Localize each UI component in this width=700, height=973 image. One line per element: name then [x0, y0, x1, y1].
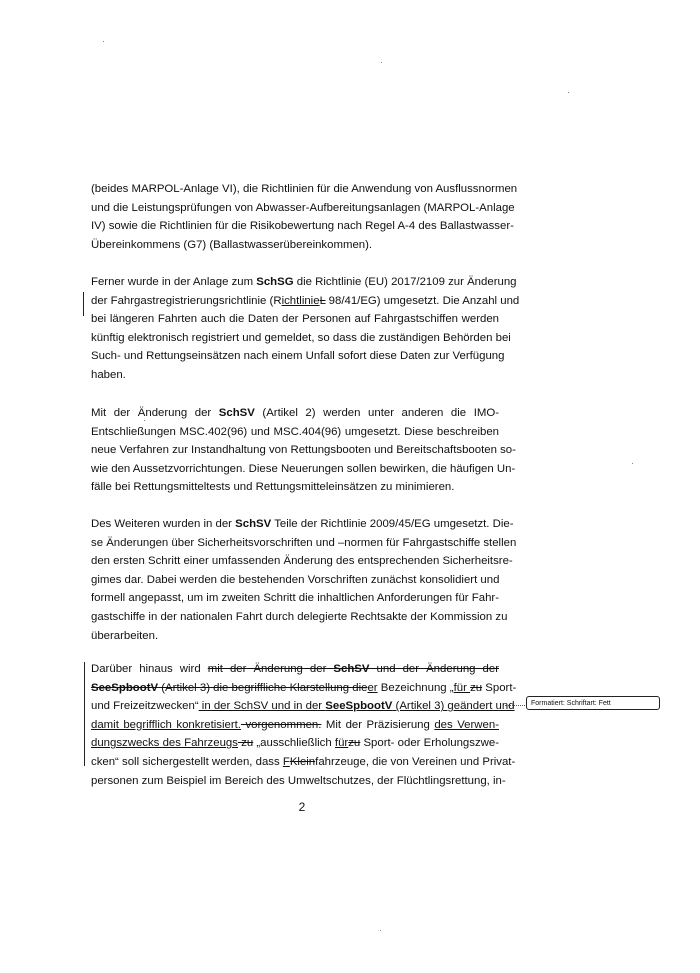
text-run: Teile der Richtlinie 2009/45/EG umgesetzt. Die- [271, 518, 514, 530]
text-line: fälle bei Rettungsmitteltests und Rettungsmitteleinsätzen zu minimieren. [91, 481, 455, 494]
text-line: Übereinkommens (G7) (Ballastwasserübereinkommen). [91, 238, 373, 251]
text-line: (beides MARPOL-Anlage VI), die Richtlinien für die Anwendung von Ausflussnormen [91, 183, 518, 195]
scan-speck [103, 41, 104, 42]
deleted-text: Klein [289, 755, 316, 768]
deleted-text: zu [348, 737, 361, 750]
text-run: und Freizeitzwecken“ [91, 700, 199, 713]
inserted-text: für [334, 737, 349, 750]
text-line: und die Leistungsprüfungen von Abwasser-Aufbereitungsanlagen (MARPOL-Anlage [91, 201, 515, 214]
text-run: soll sichergestellt werden, dass [118, 755, 283, 768]
deleted-text: zu [237, 737, 254, 750]
scan-speck [568, 92, 569, 93]
inserted-text: des Verwen- [434, 718, 499, 731]
text-run: Ferner wurde in der Anlage zum [91, 276, 257, 288]
text-line: überarbeiten. [91, 629, 159, 642]
formatting-comment[interactable]: Formatiert: Schriftart: Fett [526, 696, 660, 710]
scan-speck [632, 463, 633, 464]
text-line: neue Verfahren zur Instandhaltung von Rettungsbooten und Bereitschaftsbooten so- [91, 444, 516, 457]
deleted-text: L [319, 294, 326, 307]
text-line [91, 273, 517, 292]
change-bar [84, 662, 85, 766]
scan-speck [381, 62, 382, 63]
inserted-text: F [282, 755, 290, 768]
text-line: IV) sowie die Richtlinien für die Risikobewertung nach Regel A-4 des Ballastwasser- [91, 220, 514, 233]
comment-leader-line [505, 705, 525, 706]
text-run: Mit der Präzisierung [321, 718, 435, 731]
deleted-text: zu [470, 681, 483, 694]
text-line: bei längeren Fahrten auch die Daten der Personen auf Fahrgastschiffen werden [91, 313, 499, 326]
inserted-text: ichtlinie [281, 294, 320, 307]
deleted-text: SchSV [333, 663, 370, 675]
text-run: Sport- [482, 681, 517, 694]
text-run: 98/41/EG) umgesetzt. Die Anzahl und [325, 294, 520, 307]
inserted-text: dungszwecks des Fahrzeugs [91, 737, 238, 750]
scan-speck [144, 420, 145, 421]
paragraph-5 [91, 660, 517, 790]
inserted-text: SeeSpbootV [325, 700, 393, 713]
text-run: Darüber hinaus wird [91, 663, 208, 675]
text-run: (Artikel 2) werden unter anderen die IMO- [254, 407, 499, 419]
inserted-text: in der SchSV und in der [198, 700, 326, 713]
inserted-text: er [367, 681, 378, 694]
text-line: Entschließungen MSC.402(96) und MSC.404(96) umgesetzt. Diese beschreiben [91, 425, 499, 438]
paragraph-3 [91, 404, 516, 497]
text-line [91, 679, 517, 698]
deleted-text: und der Änderung der [369, 663, 499, 675]
deleted-text: SeeSpbootV [91, 681, 159, 694]
page-number: 2 [298, 800, 306, 814]
text-line: gastschiffe in der nationalen Fahrt durch delegierte Rechtsakte der Kommission zu [91, 610, 508, 623]
scan-speck [380, 930, 381, 931]
text-line: haben. [91, 368, 126, 381]
text-line [91, 716, 499, 735]
text-line [91, 292, 520, 311]
inserted-text: für [453, 681, 471, 694]
paragraph-2 [91, 273, 520, 385]
inserted-text: damit begrifflich konkretisiert. [91, 718, 241, 731]
text-run: der Fahrgastregistrierungsrichtlinie (R [91, 294, 282, 307]
text-line [91, 697, 515, 716]
text-line [91, 404, 499, 423]
deleted-text: (Artikel 3) die begriffliche Klarstellung die [158, 681, 368, 694]
text-line: formell angepasst, um im zweiten Schritt die inhaltlichen Anforderungen für Fahr- [91, 592, 499, 605]
text-line: künftig elektronisch registriert und gemeldet, so dass die zuständigen Behörden bei [91, 331, 511, 344]
text-line: Such- und Rettungseinsätzen nach einem Unfall sofort diese Daten zur Verfügung [91, 350, 505, 363]
law-abbreviation: SchSG [256, 276, 294, 288]
text-line [91, 660, 499, 679]
inserted-text: (Artikel 3) geändert und [392, 700, 515, 713]
deleted-text: vorgenommen. [240, 718, 322, 731]
text-run: Bezeichnung „ [377, 681, 454, 694]
text-line [91, 515, 514, 534]
text-run: cken“ [91, 755, 119, 768]
text-line [91, 753, 516, 772]
text-line [91, 734, 499, 753]
text-run: Sport- oder Erholungszwe- [360, 737, 499, 750]
paragraph-4 [91, 515, 517, 645]
paragraph-1 [91, 180, 518, 254]
text-run: Des Weiteren wurden in der [91, 518, 236, 530]
change-bar [83, 292, 84, 316]
text-line: den ersten Schritt einer umfassenden Änderung des entsprechenden Sicherheitsre- [91, 555, 513, 568]
deleted-text: mit der Änderung der [207, 663, 334, 675]
text-run: die Richtlinie (EU) 2017/2109 zur Änderung [293, 276, 517, 288]
text-run: Mit der Änderung der [91, 407, 219, 419]
law-abbreviation: SchSV [218, 407, 255, 419]
text-run: fahrzeuge, die von Vereinen und Privat- [315, 755, 516, 768]
law-abbreviation: SchSV [235, 518, 272, 530]
text-line: wie den Aussetzvorrichtungen. Diese Neuerungen sollen bewirken, die häufigen Un- [91, 462, 516, 475]
text-run: „ausschließlich [253, 737, 335, 750]
text-line: se Änderungen über Sicherheitsvorschriften und –normen für Fahrgastschiffe stellen [91, 536, 517, 549]
text-line: gimes dar. Dabei werden die bestehenden Vorschriften zunächst konsolidiert und [91, 573, 500, 586]
text-line: personen zum Beispiel im Bereich des Umweltschutzes, der Flüchtlingsrettung, in- [91, 774, 506, 787]
